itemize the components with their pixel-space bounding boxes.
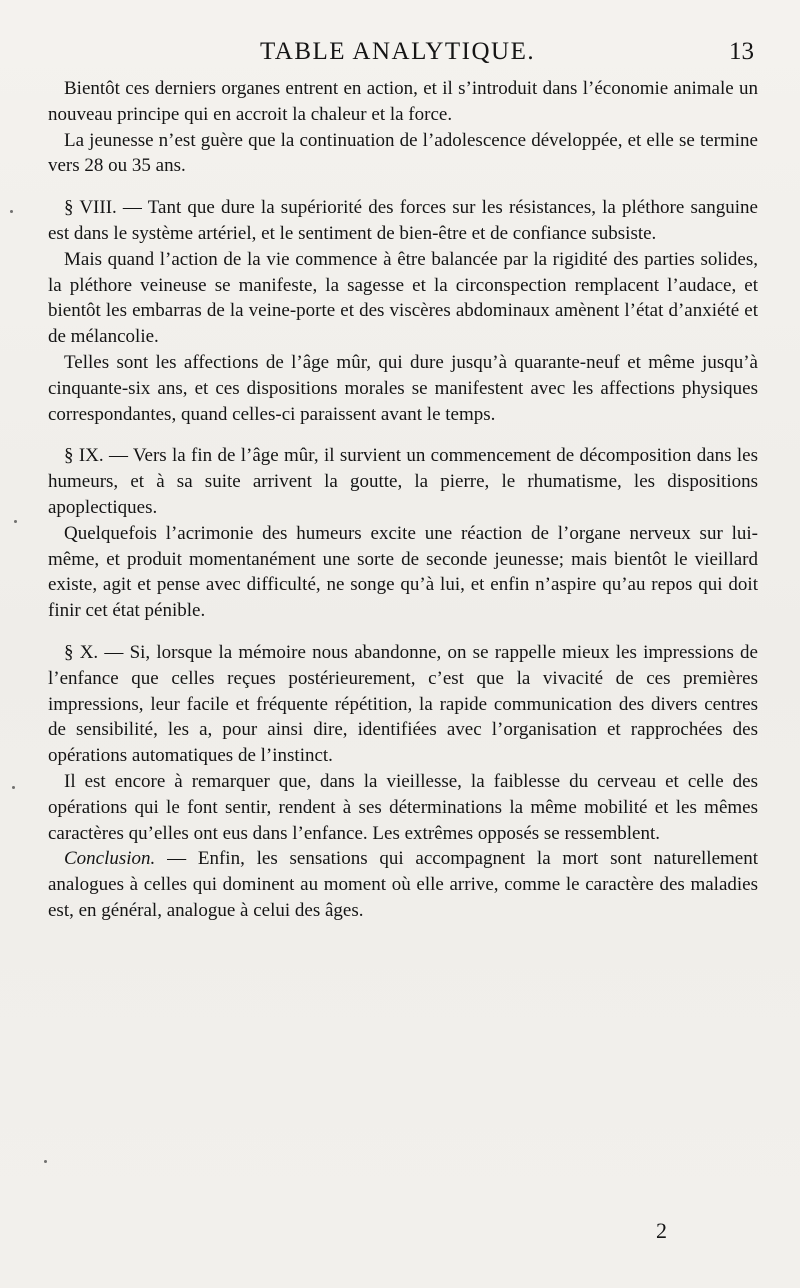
conclusion-text: — Enfin, les sensations qui accompagnent la mort sont naturellement analogues à celles qui dominent au moment où elle arrive, comme le caractère des maladies est, en général, analogue à celui des âges. (48, 848, 758, 921)
body-text (48, 76, 758, 924)
page-number: 13 (729, 38, 754, 65)
paragraph: Mais quand l’action de la vie commence à être balancée par la rigidité des parties solides, la pléthore veineuse se manifeste, la sagesse et la circonspection remplacent l’audace, et bientôt les embarras de la veine-porte et des viscères abdominaux amènent l’état d’anxiété et de mélancolie. (48, 248, 758, 348)
paragraph: La jeunesse n’est guère que la continuation de l’adolescence développée, et elle se termine vers 28 ou 35 ans. (48, 129, 758, 177)
running-title: TABLE ANALYTIQUE. (260, 38, 536, 65)
section-paragraph-ix: § IX. — Vers la fin de l’âge mûr, il survient un commencement de décomposition dans les humeurs, et à sa suite arrivent la goutte, la pierre, le rhumatisme, les dispositions apoplectiques. (48, 445, 758, 518)
print-speck (44, 1160, 47, 1163)
paragraph: Bientôt ces derniers organes entrent en action, et il s’introduit dans l’économie animale un nouveau principe qui en accroit la chaleur et la force. (48, 78, 758, 125)
section-paragraph-viii: § VIII. — Tant que dure la supériorité des forces sur les résistances, la pléthore sanguine est dans le système artériel, et le sentiment de bien-être et de confiance subsiste. (48, 197, 758, 244)
paragraph: Telles sont les affections de l’âge mûr, qui dure jusqu’à quarante-neuf et même jusqu’à cinquante-six ans, et ces dispositions morales se manifestent avec les affections physiques correspondantes, quand celles-ci paraissent avant le temps. (48, 351, 758, 425)
paragraph: Il est encore à remarquer que, dans la vieillesse, la faiblesse du cerveau et celle des opérations qui le font sentir, rendent à ses déterminations la même mobilité et les mêmes caractères qu’elles ont eus dans l’enfance. Les extrêmes opposés se ressemblent. (48, 770, 758, 844)
page-header (48, 38, 758, 70)
print-speck (14, 520, 17, 523)
conclusion-lead: Conclusion. (64, 848, 156, 870)
print-speck (12, 786, 15, 789)
section-paragraph-x: § X. — Si, lorsque la mémoire nous abandonne, on se rappelle mieux les impressions de l’enfance que celles reçues postérieurement, c’est que la vivacité de ces premières impressions, leur facile et fréquente répétition, la rapide communication des divers centres de sensibilité, les a, pour ainsi dire, identifiées avec l’organisation et rapprochées des opérations automatiques de l’instinct. (48, 641, 758, 767)
conclusion-paragraph (48, 846, 758, 923)
paragraph: Quelquefois l’acrimonie des humeurs excite une réaction de l’organe nerveux sur lui-même, et produit momentanément une sorte de seconde jeunesse; mais bientôt le vieillard existe, agit et pense avec difficulté, ne songe qu’à lui, et enfin n’aspire qu’au repos qui doit finir cet état pénible. (48, 522, 758, 622)
print-speck (10, 210, 13, 213)
signature-mark: 2 (656, 1218, 667, 1243)
